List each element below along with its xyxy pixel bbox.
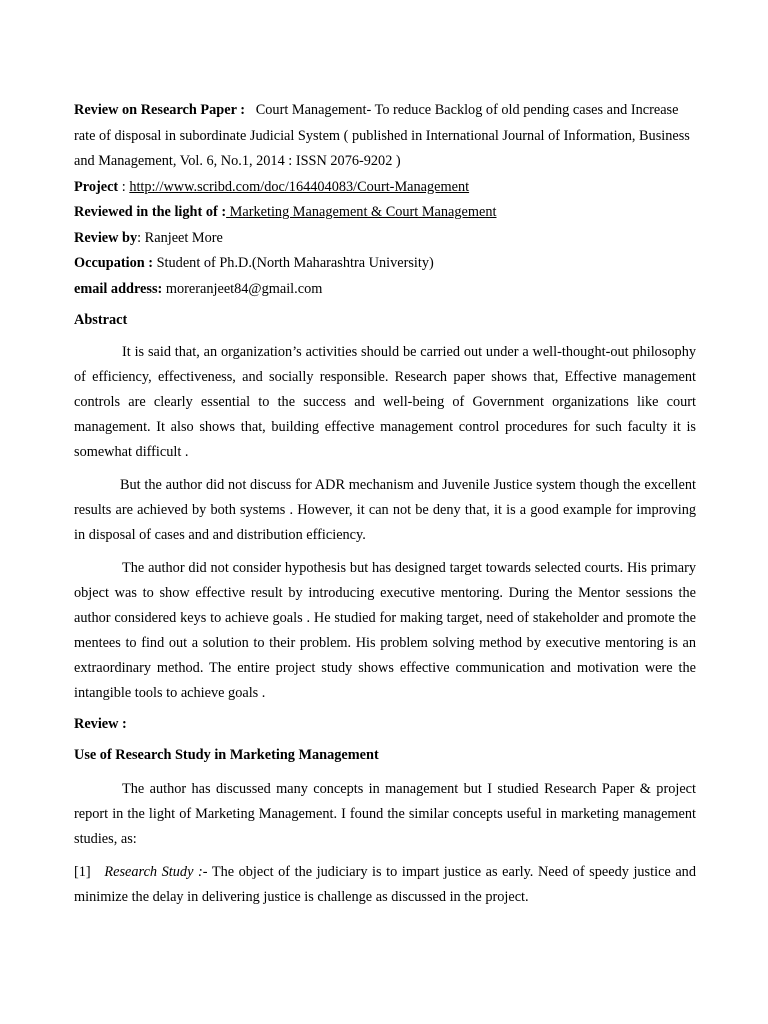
abstract-paragraph: It is said that, an organization’s activities should be carried out under a well-thought-out philosophy of efficiency, effectiveness, and socially responsible. Research paper shows that, Effective management controls are clearly essential to the success and well-being of Government organizations like court management. It also shows that, building effective management control procedures for such faculty it is somewhat difficult . bbox=[74, 343, 696, 460]
abstract-heading: Abstract bbox=[74, 312, 128, 328]
reviewby-label: Review by bbox=[74, 229, 138, 246]
occupation-line bbox=[74, 251, 696, 277]
item-number: [1] bbox=[74, 863, 91, 880]
abstract-paragraph: But the author did not discuss for ADR mechanism and Juvenile Justice system though the excellent results are achieved by both systems . However, it can not be deny that, it is a good example for improving in disposal of cases and and distribution efficiency. bbox=[74, 476, 696, 543]
light-line bbox=[74, 200, 696, 226]
review-intro: The author has discussed many concepts in management but I studied Research Paper & project report in the light of Marketing Management. I found the similar concepts useful in marketing management studies, as: bbox=[74, 780, 696, 847]
review-title-text: Court Management- To reduce Backlog of old pending cases and Increase rate of disposal in subordinate Judicial System ( published in International Journal of Information, Business and Management, Vol. 6, No.1, 2014 : ISSN 2076-9202 ) bbox=[74, 102, 690, 169]
review-title-label: Review on Research Paper : bbox=[74, 102, 245, 118]
email-label: email address: bbox=[74, 280, 163, 297]
project-line bbox=[74, 175, 696, 201]
email-value: moreranjeet84@gmail.com bbox=[162, 280, 323, 297]
item-label: Research Study :- bbox=[104, 863, 208, 880]
review-item-1 bbox=[74, 860, 696, 910]
item-text: The object of the judiciary is to impart justice as early. Need of speedy justice and minimize the delay in delivering justice is challenge as discussed in the project. bbox=[74, 863, 696, 905]
project-sep: : bbox=[118, 178, 130, 195]
review-subheading: Use of Research Study in Marketing Management bbox=[74, 747, 379, 763]
project-link[interactable]: http://www.scribd.com/doc/164404083/Court-Management bbox=[129, 178, 470, 195]
light-value: Marketing Management & Court Management bbox=[226, 204, 497, 220]
reviewby-value: : Ranjeet More bbox=[137, 229, 223, 246]
occupation-label: Occupation : bbox=[74, 255, 154, 271]
project-label: Project bbox=[74, 178, 119, 195]
review-title bbox=[74, 98, 696, 175]
document-body bbox=[74, 98, 696, 910]
occupation-value: Student of Ph.D.(North Maharashtra University) bbox=[153, 255, 434, 271]
reviewby-line bbox=[74, 226, 696, 252]
review-heading: Review : bbox=[74, 715, 127, 732]
abstract-paragraph: The author did not consider hypothesis but has designed target towards selected courts. His primary object was to show effective result by introducing executive mentoring. During the Mentor sessions the author considered keys to achieve goals . He studied for making target, need of stakeholder and promote the mentees to find out a solution to their problem. His problem solving method by executive mentoring is an extraordinary method. The entire project study shows effective communication and motivation were the intangible tools to achieve goals . bbox=[74, 559, 696, 701]
email-line bbox=[74, 277, 696, 303]
light-label: Reviewed in the light of : bbox=[74, 204, 227, 220]
